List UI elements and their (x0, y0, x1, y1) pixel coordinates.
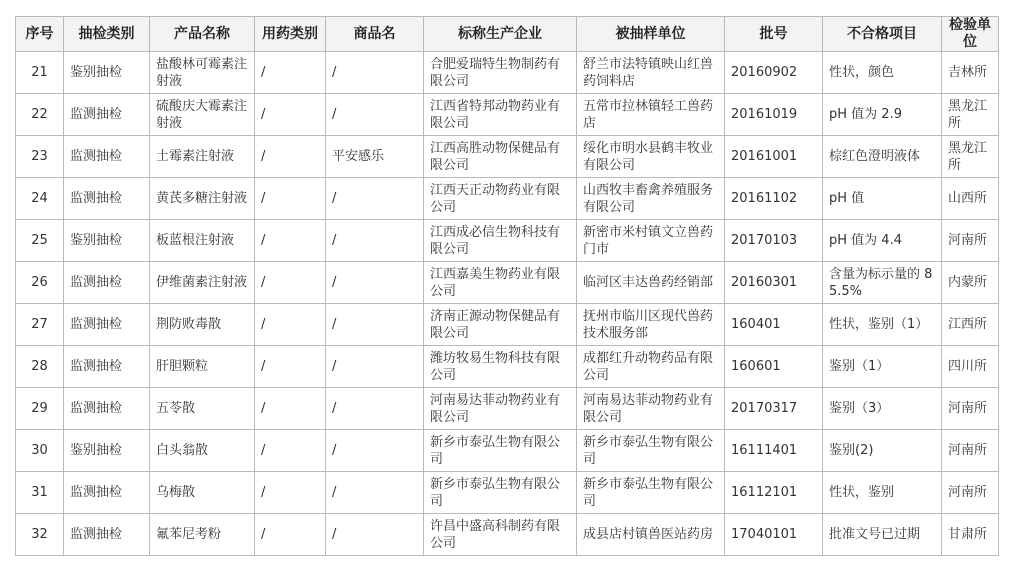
cell-issue: 含量为标示量的 85.5% (823, 262, 942, 304)
cell-sampled-unit: 五常市拉林镇轻工兽药店 (577, 94, 725, 136)
cell-no: 29 (16, 388, 64, 430)
cell-lab: 河南所 (942, 472, 999, 514)
cell-drug-type: / (255, 430, 326, 472)
table-row (16, 514, 999, 556)
cell-product: 肝胆颗粒 (150, 346, 255, 388)
cell-no: 24 (16, 178, 64, 220)
cell-maker: 江西嘉美生物药业有限公司 (424, 262, 577, 304)
cell-drug-type: / (255, 388, 326, 430)
cell-drug-type: / (255, 346, 326, 388)
cell-lab: 吉林所 (942, 52, 999, 94)
cell-category: 监测抽检 (64, 304, 150, 346)
cell-sampled-unit: 山西牧丰畜禽养殖服务有限公司 (577, 178, 725, 220)
table-row (16, 388, 999, 430)
table-row (16, 472, 999, 514)
cell-maker: 江西省特邦动物药业有限公司 (424, 94, 577, 136)
cell-maker: 新乡市泰弘生物有限公司 (424, 430, 577, 472)
cell-sampled-unit: 临河区丰达兽药经销部 (577, 262, 725, 304)
cell-sampled-unit: 新乡市泰弘生物有限公司 (577, 430, 725, 472)
cell-maker: 济南正源动物保健品有限公司 (424, 304, 577, 346)
cell-trade-name: / (326, 430, 424, 472)
cell-trade-name: / (326, 178, 424, 220)
cell-sampled-unit: 河南易达菲动物药业有限公司 (577, 388, 725, 430)
cell-no: 21 (16, 52, 64, 94)
cell-no: 30 (16, 430, 64, 472)
cell-drug-type: / (255, 304, 326, 346)
cell-no: 31 (16, 472, 64, 514)
cell-lab: 内蒙所 (942, 262, 999, 304)
cell-product: 板蓝根注射液 (150, 220, 255, 262)
cell-category: 鉴别抽检 (64, 220, 150, 262)
cell-drug-type: / (255, 52, 326, 94)
cell-trade-name: / (326, 514, 424, 556)
cell-no: 28 (16, 346, 64, 388)
cell-category: 监测抽检 (64, 178, 150, 220)
cell-maker: 江西高胜动物保健品有限公司 (424, 136, 577, 178)
cell-batch: 16111401 (725, 430, 823, 472)
cell-batch: 16112101 (725, 472, 823, 514)
cell-maker: 合肥爱瑞特生物制药有限公司 (424, 52, 577, 94)
cell-maker: 新乡市泰弘生物有限公司 (424, 472, 577, 514)
header-no: 序号 (16, 17, 64, 52)
cell-product: 五苓散 (150, 388, 255, 430)
cell-issue: pH 值为 4.4 (823, 220, 942, 262)
cell-lab: 河南所 (942, 220, 999, 262)
header-category: 抽检类别 (64, 17, 150, 52)
cell-trade-name: / (326, 262, 424, 304)
cell-batch: 17040101 (725, 514, 823, 556)
cell-no: 23 (16, 136, 64, 178)
cell-trade-name: / (326, 388, 424, 430)
cell-issue: 批准文号已过期 (823, 514, 942, 556)
cell-maker: 江西天正动物药业有限公司 (424, 178, 577, 220)
cell-issue: 鉴别（1） (823, 346, 942, 388)
table-row (16, 136, 999, 178)
cell-no: 26 (16, 262, 64, 304)
table-row (16, 220, 999, 262)
cell-lab: 江西所 (942, 304, 999, 346)
cell-lab: 河南所 (942, 388, 999, 430)
cell-no: 27 (16, 304, 64, 346)
cell-batch: 20160301 (725, 262, 823, 304)
cell-batch: 160401 (725, 304, 823, 346)
cell-batch: 20160902 (725, 52, 823, 94)
cell-lab: 甘肃所 (942, 514, 999, 556)
cell-issue: 鉴别（3） (823, 388, 942, 430)
header-batch: 批号 (725, 17, 823, 52)
cell-product: 氟苯尼考粉 (150, 514, 255, 556)
cell-trade-name: 平安感乐 (326, 136, 424, 178)
cell-drug-type: / (255, 220, 326, 262)
cell-product: 白头翁散 (150, 430, 255, 472)
cell-trade-name: / (326, 52, 424, 94)
cell-trade-name: / (326, 304, 424, 346)
cell-batch: 20170317 (725, 388, 823, 430)
cell-sampled-unit: 抚州市临川区现代兽药技术服务部 (577, 304, 725, 346)
cell-sampled-unit: 成县店村镇兽医站药房 (577, 514, 725, 556)
header-row (16, 17, 999, 52)
cell-issue: 性状，颜色 (823, 52, 942, 94)
cell-no: 22 (16, 94, 64, 136)
cell-batch: 20170103 (725, 220, 823, 262)
cell-product: 土霉素注射液 (150, 136, 255, 178)
cell-maker: 江西成必信生物科技有限公司 (424, 220, 577, 262)
cell-category: 鉴别抽检 (64, 52, 150, 94)
cell-category: 监测抽检 (64, 388, 150, 430)
header-maker: 标称生产企业 (424, 17, 577, 52)
cell-drug-type: / (255, 262, 326, 304)
cell-issue: 鉴别(2) (823, 430, 942, 472)
header-sampled-unit: 被抽样单位 (577, 17, 725, 52)
table-row (16, 346, 999, 388)
cell-drug-type: / (255, 136, 326, 178)
table-row (16, 304, 999, 346)
cell-no: 32 (16, 514, 64, 556)
cell-batch: 160601 (725, 346, 823, 388)
cell-trade-name: / (326, 220, 424, 262)
cell-product: 乌梅散 (150, 472, 255, 514)
cell-trade-name: / (326, 346, 424, 388)
cell-drug-type: / (255, 514, 326, 556)
cell-lab: 河南所 (942, 430, 999, 472)
table-row (16, 430, 999, 472)
cell-sampled-unit: 新乡市泰弘生物有限公司 (577, 472, 725, 514)
inspection-table (15, 16, 999, 556)
cell-category: 监测抽检 (64, 346, 150, 388)
table-row (16, 52, 999, 94)
cell-product: 黄芪多糖注射液 (150, 178, 255, 220)
cell-product: 盐酸林可霉素注射液 (150, 52, 255, 94)
cell-maker: 许昌中盛高科制药有限公司 (424, 514, 577, 556)
header-drug-type: 用药类别 (255, 17, 326, 52)
cell-lab: 黑龙江所 (942, 94, 999, 136)
cell-sampled-unit: 绥化市明水县鹤丰牧业有限公司 (577, 136, 725, 178)
cell-sampled-unit: 新密市米村镇文立兽药门市 (577, 220, 725, 262)
cell-batch: 20161102 (725, 178, 823, 220)
cell-trade-name: / (326, 94, 424, 136)
header-product: 产品名称 (150, 17, 255, 52)
cell-no: 25 (16, 220, 64, 262)
cell-drug-type: / (255, 178, 326, 220)
table-row (16, 262, 999, 304)
cell-category: 监测抽检 (64, 472, 150, 514)
table-row (16, 94, 999, 136)
header-issue: 不合格项目 (823, 17, 942, 52)
cell-lab: 四川所 (942, 346, 999, 388)
cell-category: 监测抽检 (64, 136, 150, 178)
cell-trade-name: / (326, 472, 424, 514)
cell-batch: 20161019 (725, 94, 823, 136)
cell-issue: 棕红色澄明液体 (823, 136, 942, 178)
table-row (16, 178, 999, 220)
header-lab: 检验单位 (942, 17, 999, 52)
cell-sampled-unit: 成都红升动物药品有限公司 (577, 346, 725, 388)
cell-drug-type: / (255, 472, 326, 514)
cell-drug-type: / (255, 94, 326, 136)
cell-product: 硫酸庆大霉素注射液 (150, 94, 255, 136)
cell-batch: 20161001 (725, 136, 823, 178)
cell-category: 鉴别抽检 (64, 430, 150, 472)
cell-maker: 河南易达菲动物药业有限公司 (424, 388, 577, 430)
cell-category: 监测抽检 (64, 262, 150, 304)
cell-lab: 山西所 (942, 178, 999, 220)
cell-lab: 黑龙江所 (942, 136, 999, 178)
cell-maker: 潍坊牧易生物科技有限公司 (424, 346, 577, 388)
cell-product: 伊维菌素注射液 (150, 262, 255, 304)
cell-category: 监测抽检 (64, 514, 150, 556)
header-trade-name: 商品名 (326, 17, 424, 52)
cell-issue: pH 值 (823, 178, 942, 220)
cell-issue: 性状，鉴别（1） (823, 304, 942, 346)
cell-category: 监测抽检 (64, 94, 150, 136)
cell-sampled-unit: 舒兰市法特镇映山红兽药饲料店 (577, 52, 725, 94)
cell-issue: pH 值为 2.9 (823, 94, 942, 136)
cell-issue: 性状，鉴别 (823, 472, 942, 514)
cell-product: 荆防败毒散 (150, 304, 255, 346)
